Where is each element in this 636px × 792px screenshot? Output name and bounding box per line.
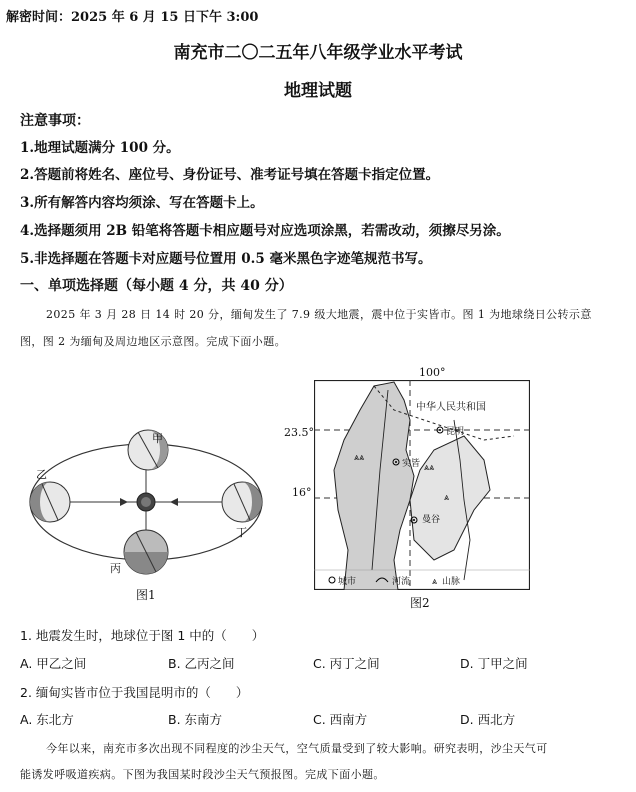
legend-mountain: 山脉 — [442, 577, 461, 587]
question-1-stem: 1. 地震发生时，地球位于图 1 中的（ ） — [20, 628, 265, 643]
label-yi: 乙 — [36, 468, 47, 481]
note-item: 5.非选择题在答题卡对应题号位置用 0.5 毫米黑色字迹笔规范书写。 — [20, 251, 432, 267]
earth-yi — [30, 482, 70, 522]
label-ding: 丁 — [236, 526, 247, 539]
intro-text: 2025 年 3 月 28 日 14 时 20 分，缅甸发生了 7.9 级大地震，震中位于实皆市。图 1 为地球绕日公转示意 — [46, 308, 592, 321]
question-1-option-b[interactable]: B. 乙丙之间 — [168, 656, 235, 671]
label-bing: 丙 — [110, 562, 121, 575]
note-item: 3.所有解答内容均须涂、写在答题卡上。 — [20, 195, 264, 211]
lon-label: 100° — [419, 366, 446, 379]
map-label-kunming: 昆明 — [446, 427, 465, 437]
legend-city: 城市 — [338, 577, 357, 587]
intro-text: 图，图 2 为缅甸及周边地区示意图。完成下面小题。 — [20, 335, 286, 348]
earth-ding — [222, 482, 262, 522]
svg-text:⩓: ⩓ — [444, 493, 450, 503]
exam-subtitle: 地理试题 — [284, 81, 352, 101]
question-2-option-b[interactable]: B. 东南方 — [168, 712, 223, 727]
figure2-caption: 图2 — [410, 596, 430, 610]
passage-text: 今年以来，南充市多次出现不同程度的沙尘天气，空气质量受到了较大影响。研究表明，沙尘天气可 — [46, 742, 548, 755]
decrypt-time: 解密时间：2025 年 6 月 15 日下午 3:00 — [6, 10, 259, 25]
notes-heading: 注意事项： — [20, 113, 90, 129]
note-item: 2.答题前将姓名、座位号、身份证号、准考证号填在答题卡指定位置。 — [20, 167, 440, 183]
figure1-caption: 图1 — [136, 588, 156, 602]
svg-text:⩓: ⩓ — [432, 577, 438, 587]
lat-label-top: 23.5° — [284, 426, 314, 439]
note-item: 4.选择题须用 2B 铅笔将答题卡相应题号对应选项涂黑，若需改动，须擦尽另涂。 — [20, 223, 510, 239]
question-1-option-d[interactable]: D. 丁甲之间 — [460, 656, 528, 671]
figure1-orbit-diagram — [20, 418, 282, 606]
exam-title: 南充市二〇二五年八年级学业水平考试 — [173, 43, 463, 63]
question-2-stem: 2. 缅甸实皆市位于我国昆明市的（ ） — [20, 685, 249, 700]
question-2-option-d[interactable]: D. 西北方 — [460, 712, 516, 727]
map-label-china: 中华人民共和国 — [416, 402, 486, 413]
map-label-bangkok: 曼谷 — [422, 515, 441, 525]
svg-text:⩓⩓: ⩓⩓ — [354, 453, 365, 463]
note-item: 1.地理试题满分 100 分。 — [20, 140, 180, 156]
question-1-option-a[interactable]: A. 甲乙之间 — [20, 656, 87, 671]
map-label-shijie: 实皆 — [402, 459, 421, 469]
passage-text: 能诱发呼吸道疾病。下图为我国某时段沙尘天气预报图。完成下面小题。 — [20, 768, 385, 781]
question-1-option-c[interactable]: C. 丙丁之间 — [313, 656, 380, 671]
question-2-option-a[interactable]: A. 东北方 — [20, 712, 74, 727]
section-heading: 一、单项选择题（每小题 4 分，共 40 分） — [20, 278, 293, 294]
label-jia: 甲 — [152, 432, 163, 445]
legend-river: 河流 — [392, 577, 411, 587]
lat-label-mid: 16° — [292, 486, 312, 499]
question-2-option-c[interactable]: C. 西南方 — [313, 712, 368, 727]
svg-text:⩓⩓: ⩓⩓ — [424, 463, 435, 473]
earth-bing — [124, 530, 168, 574]
